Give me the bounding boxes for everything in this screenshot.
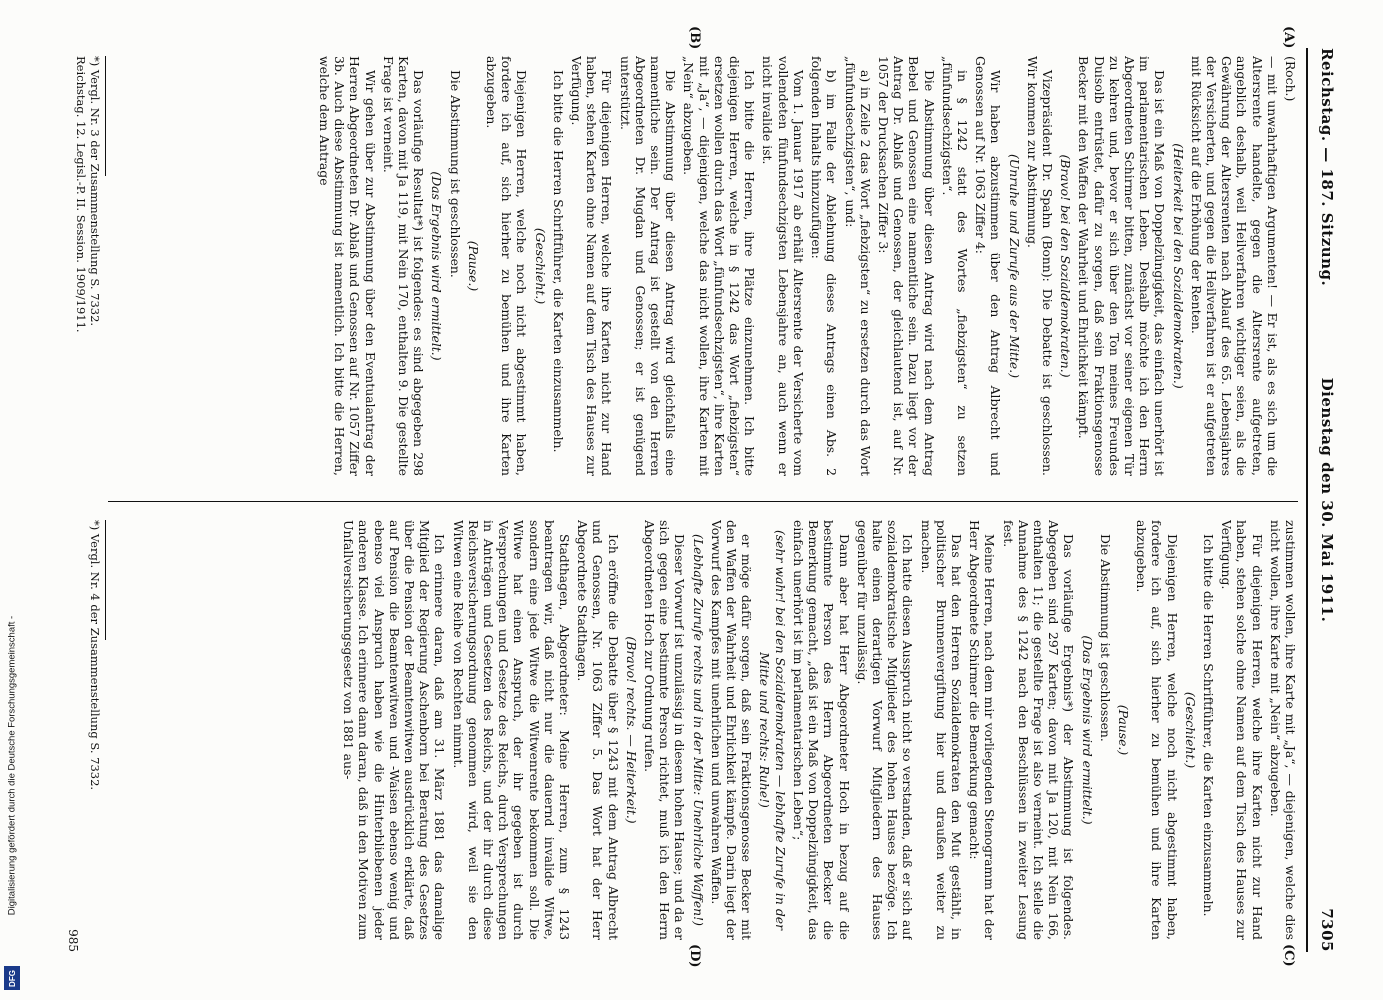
paragraph: Vizepräsident Dr. Spahn (Bonn): Die Debatte ist geschlossen. Wir kommen zur Abstimmung. (1024, 56, 1055, 476)
paragraph: (Das Ergebnis wird ermittelt.) (1079, 635, 1095, 825)
margin-marker-a: (A) (1280, 26, 1296, 49)
bottom-page-number: 985 (65, 929, 80, 952)
paragraph: Ich bitte die Herren Schriftführer, die Karten einzusammeln. (1200, 534, 1216, 917)
paragraph: Diejenigen Herren, welche noch nicht abgestimmt haben, fordere ich auf, sich hierher zu bemühen und ihre Karten abzugeben. (1133, 520, 1180, 940)
paragraph: — mit unwahrhaftigen Argumenten! — Er ist, als es sich um die Altersrente handelte, gegen die Altersrente aufgetreten, angeblich deshalb, weil Heilverfahren wichtiger seien, als die Gewährung der Altersrenten nach Ablauf des 65. Lebensjahres der Versicherten, und gegen die Heilverfahren ist er aufgetreten mit Rücksicht auf die Erhöhung der Renten. (1188, 56, 1280, 476)
header-center: Dienstag den 30. Mai 1911. (1317, 377, 1336, 623)
dfg-logo (4, 966, 20, 990)
paragraph: Dieser Vorwurf ist unzulässig in diesem hohen Hause; und da er sich gegen eine bestimmte Person richtet, muß ich den Herrn Abgeordneten Hoch zur Ordnung rufen. (641, 520, 687, 940)
paragraph: Die Abstimmung ist geschlossen. (447, 70, 463, 278)
paragraph: Wir gehen über zur Abstimmung über den Eventualantrag der Herren Abgeordneten Dr. Ablaß und Genossen auf Nr. 1057 Ziffer 3b. Auch diese Abstimmung ist namentlich. Ich bitte die Herren, welche dem Antrage (316, 56, 378, 476)
paragraph: Ich bitte die Herren Schriftführer, die Karten einzusammeln. (550, 70, 566, 453)
paragraph: Die Abstimmung über diesen Antrag wird gleichfalls eine namentliche sein. Der Antrag ist gestellt von den Herren Abgeordneten Dr. Mugdan und Genossen; er ist genügend unterstützt. (617, 56, 678, 476)
running-header (1310, 48, 1336, 952)
paragraph: (Heiterkeit bei den Sozialdemokraten.) (1170, 143, 1186, 389)
paragraph: (Geschieht.) (1182, 691, 1198, 769)
right-text-column (108, 520, 1298, 940)
rotated-page-content (42, 20, 1342, 980)
paragraph: b) im Falle der Ablehnung dieses Antrags einen Abs. 2 folgenden Inhalts hinzuzufügen: (808, 56, 839, 476)
paragraph: Vom 1. Januar 1917 ab erhält Altersrente der Versicherte vom vollendeten fünfundsechzigsten Lebensjahre an, auch wenn er nicht invalide ist. (760, 56, 806, 476)
paragraph: Die Abstimmung ist geschlossen. (1097, 534, 1113, 742)
paragraph: Das vorläufige Ergebnis*) der Abstimmung ist folgendes. Abgegeben sind 297 Karten; davon mit Ja 120, mit Nein 166, enthalten 11; die gestellte Frage ist also verneint. Ich stelle die Annahme des § 1242 nach den Beschlüssen in zweiter Lesung fest. (1000, 520, 1076, 940)
header-left: Reichstag. — 187. Sitzung. (1317, 48, 1336, 287)
paragraph: Ich bitte die Herren, ihre Plätze einzunehmen. Ich bitte diejenigen Herren, welche in § 1242 das Wort „fiebzigsten“ ersetzen wollen durch das Wort „fünfundsechzigsten“, ihre Karten mit „Ja“, — diejenigen, welche das nicht wollen, ihre Karten mit „Nein“ abzugeben. (680, 56, 757, 476)
digitization-credit (2, 560, 24, 990)
paragraph: Wir haben abzustimmen über den Antrag Albrecht und Genossen auf Nr. 1063 Ziffer 4: (972, 56, 1003, 476)
paragraph: in § 1242 statt des Wortes „fiebzigsten“ zu setzen „fünfundsechzigsten“. (939, 56, 970, 476)
paragraph: (Pause.) (465, 240, 481, 292)
paragraph: Die Abstimmung über diesen Antrag wird nach dem Antrag Bebel und Genossen eine namentliche sein. Dazu liegt vor der Antrag Dr. Ablaß und Genossen, der gleichlautend ist, auf Nr. 1057 der Drucksachen Ziffer 3: (875, 56, 937, 476)
header-rule (1306, 48, 1308, 952)
margin-marker-d: (D) (686, 944, 702, 968)
paragraph: (Roch.) (1282, 56, 1298, 102)
paragraph: a) in Zeile 2 das Wort „fiebzigsten“ zu ersetzen durch das Wort „fünfundsechzigsten“, und: (842, 56, 873, 476)
margin-marker-b: (B) (686, 26, 702, 50)
left-footnotes (74, 56, 106, 476)
footnote-rule (105, 520, 106, 640)
paragraph: (Bravo! rechts. — Heiterkeit.) (623, 636, 639, 824)
paragraph: Diejenigen Herren, welche noch nicht abgestimmt haben, fordere ich auf, sich hierher zu bemühen und ihre Karten abzugeben. (483, 56, 529, 476)
paragraph: Das hat den Herren Sozialdemokraten den Mut gestählt, in politischer Brunnenvergiftung hier und draußen weiter zu machen. (918, 520, 964, 940)
paragraph: (sehr wahr! bei den Sozialdemokraten — lebhafte Zurufe in der Mitte und rechts: Ruhe!) (757, 529, 788, 931)
footnote-right: *) Vergl. Nr. 4 der Zusammenstellung S. 7332. (87, 520, 102, 791)
paragraph: Das vorläufige Resultat*) ist folgendes: es sind abgegeben 298 Karten, davon mit Ja 119, mit Nein 170, enthalten 9. Die gestellte Frage ist verneint. (380, 56, 426, 476)
paragraph: Für diejenigen Herren, welche ihre Karten nicht zur Hand haben, stehen solche ohne Namen auf dem Tisch des Hauses zur Verfügung. (1218, 520, 1265, 940)
footnote-rule (105, 56, 106, 176)
paragraph: (Pause.) (1115, 704, 1131, 756)
paragraph: er möge dafür sorgen, daß sein Fraktionsgenosse Becker mit den Waffen der Wahrheit und Ehrlichkeit kämpfe. Darin liegt der Vorwurf des Kampfes mit unehrlichen und unwahren Waffen. (708, 520, 754, 940)
paragraph: Für diejenigen Herren, welche ihre Karten nicht zur Hand haben, stehen Karten ohne Namen auf dem Tisch des Hauses zur Verfügung. (568, 56, 614, 476)
paragraph: (Geschieht.) (532, 227, 548, 305)
paragraph: (Bravo! bei den Sozialdemokraten.) (1057, 154, 1073, 378)
paragraph: (Das Ergebnis wird ermittelt.) (428, 171, 444, 361)
paragraph: zustimmen wollen, ihre Karte mit „Ja“, — diejenigen, welche dies nicht wollen, ihre Karte mit „Nein“ abzugeben. (1267, 520, 1298, 940)
paragraph: Ich hatte diesen Ausspruch nicht so verstanden, daß er sich auf sozialdemokratische Mitglieder des hohen Hauses bezöge. Ich halte einen derartigen Vorwurf Mitgliedern des Hauses gegenüber für unzulässig. (854, 520, 915, 940)
paragraph: Ich erinnere daran, daß am 31. März 1881 das damalige Mitglied der Regierung Aschenborn bei Beratung des Gesetzes über die Pension der Beamtenwitwen ausdrücklich erklärte, daß auf Pension die Beamtenwitwen und -Waisen ebenso wenig und ebenso viel Anspruch haben wie die Hinterbliebenen jeder anderen Klasse. Ich erinnere dann daran, daß in den Motiven zum Unfallversicherungsgesetz von 1881 aus- (340, 520, 447, 940)
volume-line: Reichstag. 12. Legisl.-P. II. Session. 1909/1911. (73, 56, 88, 333)
left-text-column (108, 56, 1298, 476)
paragraph: Dann aber hat Herr Abgeordneter Hoch in bezug auf die bestimmte Person des Herrn Abgeordneten Becker die Bemerkung gemacht, „daß ist ein Maß von Doppelzüngigkeit, das einfach unerhört ist im parlamentarischen Leben“; (790, 520, 852, 940)
margin-marker-c: (C) (1280, 944, 1296, 967)
footnote-left: *) Vergl. Nr. 3 der Zusammenstellung S. 7332. (87, 56, 102, 327)
paragraph: Ich eröffne die Debatte über § 1243 mit dem Antrag Albrecht und Genossen, Nr. 1063 Ziffer 5. Das Wort hat der Herr Abgeordnete Stadthagen. (574, 520, 621, 940)
paragraph: Meine Herren, nach dem mir vorliegenden Stenogramm hat der Herr Abgeordnete Schirmer die Bemerkung gemacht: (966, 520, 997, 940)
credit-text: Digitalisierung gefördert durch die Deutsche Forschungsgemeinschaft - (6, 615, 18, 916)
right-footnotes (88, 520, 106, 940)
paragraph: Das ist ein Maß von Doppelzüngigkeit, das einfach unerhört ist im parlamentarischen Leben. Deshalb möchte ich den Herrn Abgeordneten Schirmer bitten, zunächst vor seiner eigenen Tür zu kehren und, bevor er sich über den Ton meines Freundes Duisolb entrüstet, dafür zu sorgen, daß sein Fraktionsgenosse Becker mit den Waffen der Wahrheit und Ehrlichkeit kämpft. (1075, 56, 1167, 476)
paragraph: Stadthagen, Abgeordneter: Meine Herren, zum § 1243 beantragen wir, daß nicht nur die dauernd invalide Witwe, sondern eine jede Witwe die Witwenrente bekommen soll. Die Witwe hat einen Anspruch, der ihr gegeben ist durch Versprechungen und Gesetze des Reichs, durch Versprechungen in Anträgen und Gesetzen des Reichs, und der ihr durch diese Reichsversicherungsordnung genommen wird, weil sie den Witwen eine Reihe von Rechten nimmt. (450, 520, 572, 940)
paragraph: (Unruhe und Zurufe aus der Mitte.) (1006, 153, 1022, 379)
column-separator (108, 501, 1298, 502)
dfg-logo-text: DFG (7, 969, 17, 987)
header-page-number: 7305 (1317, 908, 1336, 952)
paragraph: (Lebhafte Zurufe rechts und in der Mitte: Unehrliche Waffen!) (690, 534, 706, 926)
